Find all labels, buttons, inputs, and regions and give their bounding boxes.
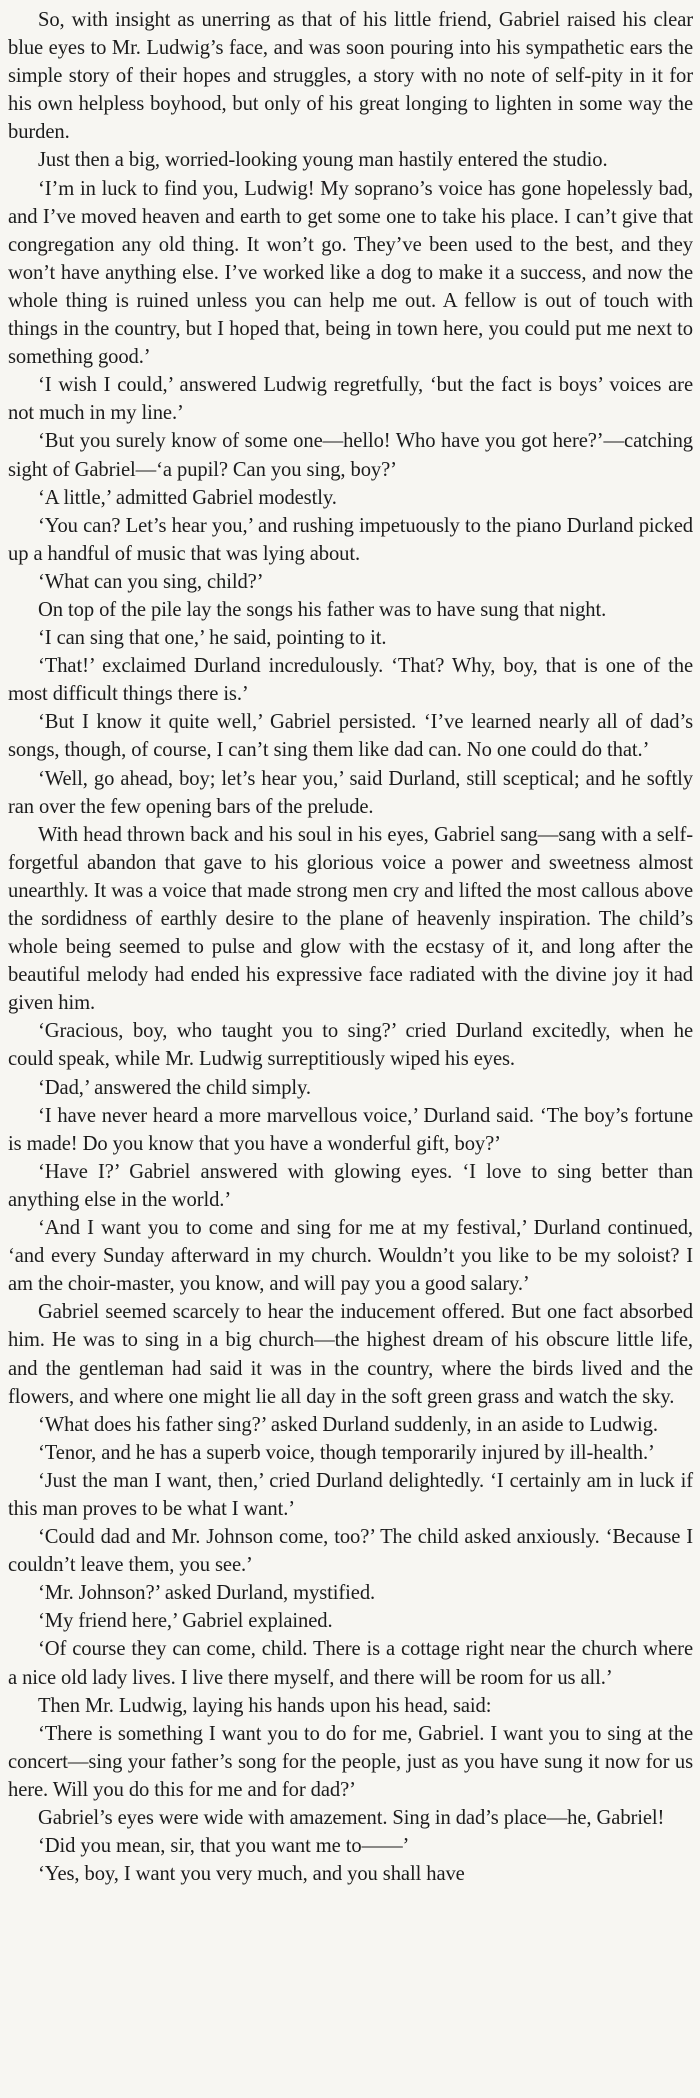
paragraph: ‘Have I?’ Gabriel answered with glowing eyes. ‘I love to sing better than anything else in the world.’ [8,1160,693,1211]
paragraph: ‘There is something I want you to do for me, Gabriel. I want you to sing at the concert—sing your father’s song for the people, just as you have sung it now for us here. Will you do this for me and for dad?’ [8,1722,693,1801]
paragraph: ‘Well, go ahead, boy; let’s hear you,’ said Durland, still sceptical; and he softly ran over the few opening bars of the prelude. [8,767,693,818]
paragraph: ‘That!’ exclaimed Durland incredulously. ‘That? Why, boy, that is one of the most difficult things there is.’ [8,655,693,706]
paragraph: ‘Gracious, boy, who taught you to sing?’ cried Durland excitedly, when he could speak, while Mr. Ludwig surreptitiously wiped his eyes. [8,1020,693,1071]
paragraph: ‘I’m in luck to find you, Ludwig! My soprano’s voice has gone hopelessly bad, and I’ve moved heaven and earth to get some one to take his place. I can’t give that congregation any old thing. It won’t go. They’ve been used to the best, and they won’t have anything else. I’ve worked like a dog to make it a success, and now the whole thing is ruined unless you can help me out. A fellow is out of touch with things in the country, but I hoped that, being in town here, you could put me next to something good.’ [8,177,693,369]
paragraph: ‘My friend here,’ Gabriel explained. [38,1610,333,1633]
paragraph: On top of the pile lay the songs his father was to have sung that night. [38,598,607,621]
paragraph: ‘Just the man I want, then,’ cried Durland delightedly. ‘I certainly am in luck if this man proves to be what I want.’ [8,1469,693,1520]
paragraph: Gabriel’s eyes were wide with amazement. Sing in dad’s place—he, Gabriel! [38,1807,665,1829]
paragraph: ‘Did you mean, sir, that you want me to——’ [38,1835,410,1858]
paragraph: ‘Tenor, and he has a superb voice, though temporarily injured by ill-health.’ [38,1441,655,1464]
paragraph: ‘Could dad and Mr. Johnson come, too?’ The child asked anxiously. ‘Because I couldn’t leave them, you see.’ [8,1526,693,1577]
paragraph: Just then a big, worried-looking young man hastily entered the studio. [38,149,608,172]
paragraph: ‘You can? Let’s hear you,’ and rushing impetuously to the piano Durland picked up a handful of music that was lying about. [8,514,693,565]
paragraph: So, with insight as unerring as that of his little friend, Gabriel raised his clear blue eyes to Mr. Ludwig’s face, and was soon pouring into his sympathetic ears the simple story of their hopes and struggles, a story with no note of self-pity in it for his own helpless boyhood, but only of his great longing to lighten in some way the burden. [8,9,693,144]
paragraph: ‘I can sing that one,’ he said, pointing to it. [38,627,387,650]
paragraph: ‘Dad,’ answered the child simply. [38,1076,311,1099]
paragraph: With head thrown back and his soul in his eyes, Gabriel sang—sang with a self-forgetful abandon that gave to his glorious voice a power and sweetness almost unearthly. It was a voice that made strong men cry and lifted the most callous above the sordidness of earthly desire to the plane of heavenly inspiration. The child’s whole being seemed to pulse and glow with the ecstasy of it, and long after the beautiful melody had ended his expressive face radiated with the divine joy it had given him. [8,823,693,1015]
paragraph: Then Mr. Ludwig, laying his hands upon his head, said: [38,1694,492,1717]
paragraph: ‘What can you sing, child?’ [38,570,264,593]
paragraph: ‘And I want you to come and sing for me at my festival,’ Durland continued, ‘and every Sunday afterward in my church. Wouldn’t you like to be my soloist? I am the choir-master, you know, and will pay you a good salary.’ [8,1217,693,1296]
paragraph: ‘I wish I could,’ answered Ludwig regretfully, ‘but the fact is boys’ voices are not much in my line.’ [8,374,693,425]
paragraph: ‘But you surely know of some one—hello! Who have you got here?’—catching sight of Gabriel—‘a pupil? Can you sing, boy?’ [8,430,693,481]
paragraph: ‘But I know it quite well,’ Gabriel persisted. ‘I’ve learned nearly all of dad’s songs, though, of course, I can’t sing them like dad can. No one could do that.’ [8,711,693,762]
paragraph: ‘I have never heard a more marvellous voice,’ Durland said. ‘The boy’s fortune is made! Do you know that you have a wonderful gift, boy?’ [8,1104,693,1155]
paragraph: ‘A little,’ admitted Gabriel modestly. [38,486,337,509]
paragraph: Gabriel seemed scarcely to hear the inducement offered. But one fact absorbed him. He was to sing in a big church—the highest dream of his obscure little life, and the gentleman had said it was in the country, where the birds lived and the flowers, and where one might lie all day in the soft green grass and watch the sky. [8,1301,693,1408]
paragraph: ‘Of course they can come, child. There is a cottage right near the church where a nice old lady lives. I live there myself, and there will be room for us all.’ [8,1638,693,1689]
paragraph: ‘What does his father sing?’ asked Durland suddenly, in an aside to Ludwig. [38,1413,658,1436]
paragraph: ‘Mr. Johnson?’ asked Durland, mystified. [38,1582,376,1605]
article-body [8,6,693,1888]
paragraph: ‘Yes, boy, I want you very much, and you shall have [38,1863,465,1886]
